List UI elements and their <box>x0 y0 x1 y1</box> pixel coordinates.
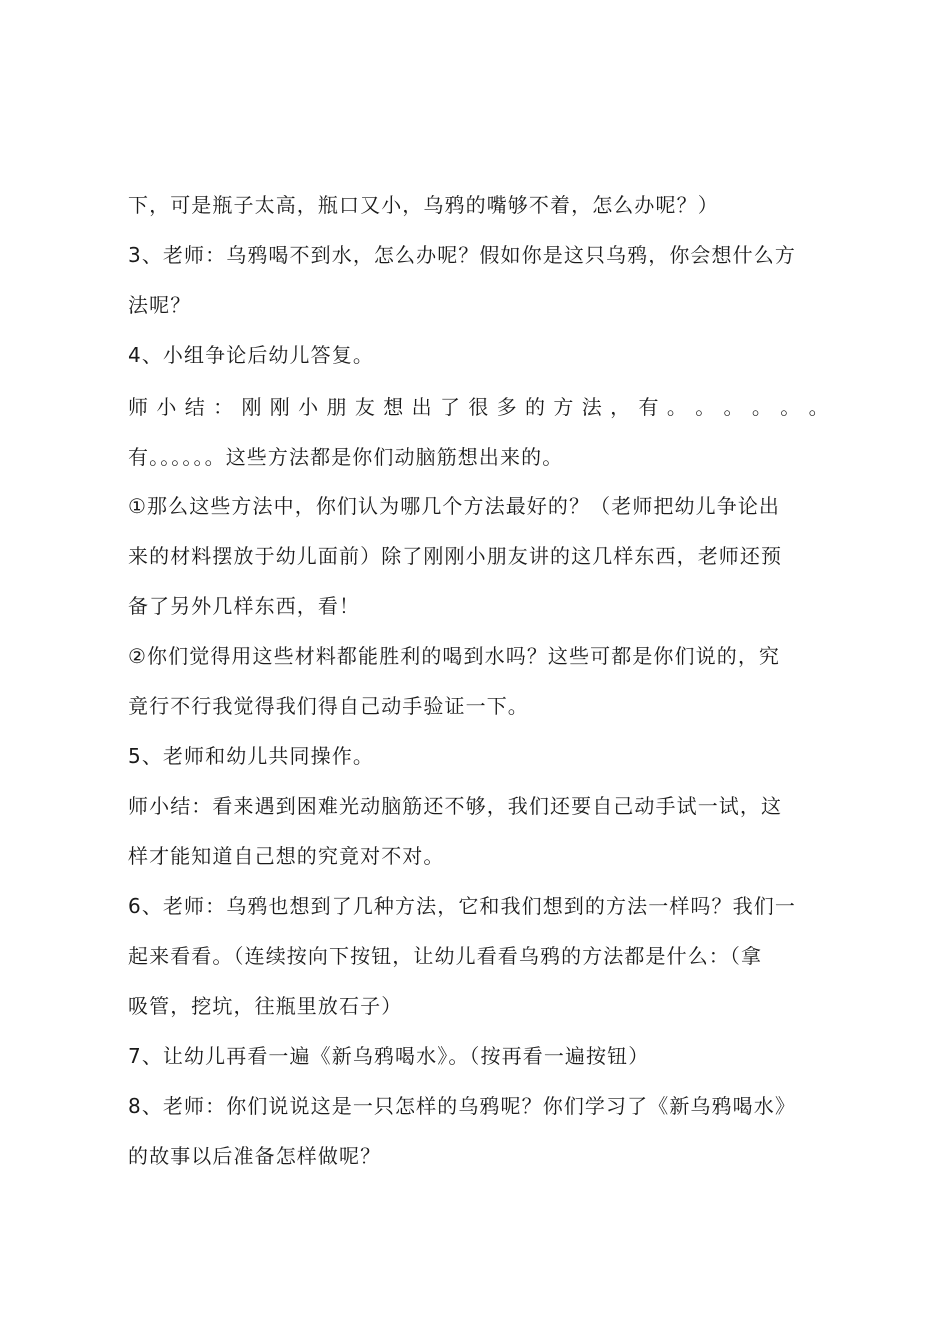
text-glyph: 方 <box>553 395 575 419</box>
text-glyph: 。 <box>780 395 802 419</box>
text-glyph: 法 <box>581 395 603 419</box>
text-line: 师小结：看来遇到困难光动脑筋还不够，我们还要自己动手试一试，这 <box>128 794 783 818</box>
text-glyph: 了 <box>439 395 462 419</box>
text-glyph: 出 <box>411 395 433 419</box>
text-line: 竟行不行我觉得我们得自己动手验证一下。 <box>128 694 529 718</box>
text-glyph: 小 <box>156 395 178 419</box>
text-glyph: ， <box>610 395 632 419</box>
text-glyph: 。 <box>751 395 774 419</box>
text-glyph: ： <box>213 395 235 419</box>
text-line: ①那么这些方法中，你们认为哪几个方法最好的？（老师把幼儿争论出 <box>128 494 781 518</box>
text-line: 7、让幼儿再看一遍《新乌鸦喝水》。（按再看一遍按钮） <box>128 1044 650 1068</box>
text-glyph: 师 <box>128 395 150 419</box>
text-glyph: 有 <box>638 395 660 419</box>
text-line: 来的材料摆放于幼儿面前）除了刚刚小朋友讲的这几样东西，老师还预 <box>128 544 783 568</box>
text-line: 吸管，挖坑，往瓶里放石子） <box>128 994 403 1018</box>
text-glyph: 很 <box>468 395 490 419</box>
text-glyph: 。 <box>723 395 745 419</box>
text-glyph: 结 <box>184 395 206 419</box>
text-glyph: 。 <box>695 395 717 419</box>
text-glyph: 友 <box>354 395 376 419</box>
text-line: 有。。。。。。这些方法都是你们动脑筋想出来的。 <box>128 445 564 469</box>
text-glyph: 多 <box>496 395 518 419</box>
text-glyph: 想 <box>383 395 405 419</box>
text-glyph: 刚 <box>269 395 291 419</box>
text-line: 起来看看。（连续按向下按钮，让幼儿看看乌鸦的方法都是什么：（拿 <box>128 944 763 968</box>
text-line-justified <box>128 394 830 420</box>
text-glyph: 小 <box>298 395 320 419</box>
text-line: 法呢？ <box>128 293 192 317</box>
text-line: 3、老师：乌鸦喝不到水，怎么办呢？假如你是这只乌鸦，你会想什么方 <box>128 243 796 267</box>
text-line: 4、小组争论后幼儿答复。 <box>128 343 374 367</box>
text-line: 样才能知道自己想的究竟对不对。 <box>128 844 445 868</box>
text-line: 8、老师：你们说说这是一只怎样的乌鸦呢？你们学习了《新乌鸦喝水》 <box>128 1094 796 1118</box>
text-glyph: 朋 <box>326 395 348 419</box>
text-line: ②你们觉得用这些材料都能胜利的喝到水吗？这些可都是你们说的，究 <box>128 644 781 668</box>
text-glyph: 的 <box>525 395 547 419</box>
text-line: 6、老师：乌鸦也想到了几种方法，它和我们想到的方法一样吗？我们一 <box>128 894 796 918</box>
text-glyph: 刚 <box>241 395 263 419</box>
text-line: 5、老师和幼儿共同操作。 <box>128 744 374 768</box>
text-line: 的故事以后准备怎样做呢？ <box>128 1144 382 1168</box>
text-glyph: 。 <box>666 395 688 419</box>
text-line: 下，可是瓶子太高，瓶口又小，乌鸦的嘴够不着，怎么办呢？） <box>128 193 719 217</box>
text-line: 备了另外几样东西，看！ <box>128 594 361 618</box>
text-glyph: 。 <box>808 395 830 419</box>
